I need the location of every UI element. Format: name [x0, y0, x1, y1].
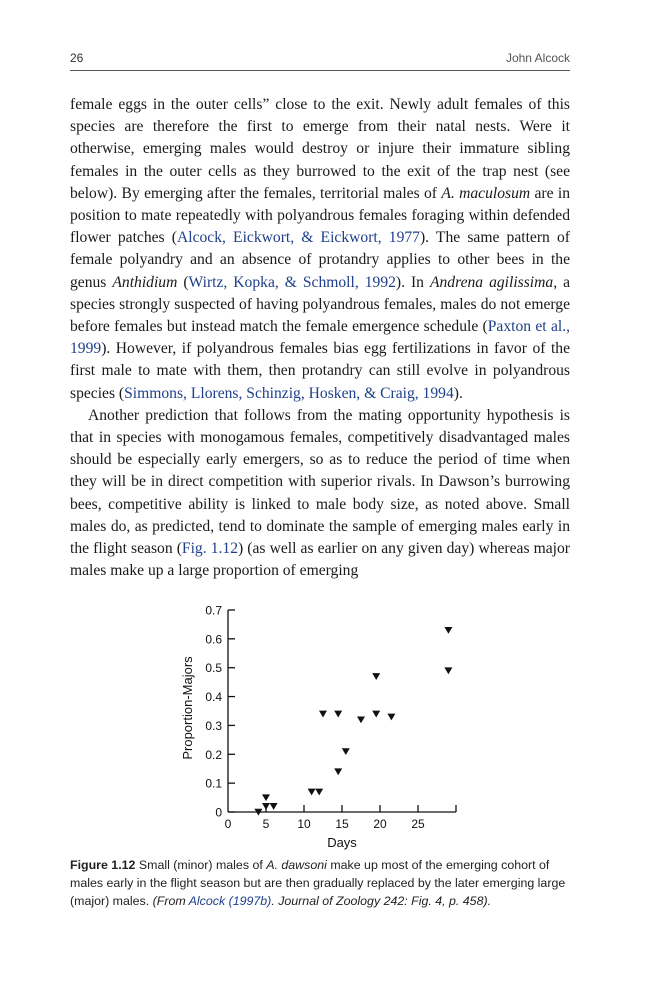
text: ). In [395, 273, 430, 291]
y-tick-label: 0.4 [205, 690, 222, 705]
data-point [308, 789, 316, 796]
data-point [342, 748, 350, 755]
x-axis-label: Days [327, 835, 357, 850]
text: , a species strongly suspected of having polyandrous females, males do not emerge before females but instead match the female emergence schedule ( [70, 273, 571, 336]
text: ). [453, 384, 463, 402]
species-name: A. dawsoni [266, 858, 327, 872]
data-point [270, 803, 278, 810]
figure-caption [70, 856, 570, 910]
y-tick-label: 0.3 [205, 718, 222, 733]
source-text: (From [152, 894, 189, 908]
species-name: A. maculosum [441, 184, 531, 202]
data-point [334, 768, 342, 775]
running-header [70, 50, 570, 71]
x-tick-label: 15 [335, 817, 349, 831]
text: female eggs in the outer cells” close to the exit. Newly adult females of this species are therefore the first to emerge from their natal nests. Were it otherwise, emerging males would destroy or injure their immature sibling females in the outer cells as they burrowed to the exit of the trap nest (see below). By emerging after the females, territorial males of [70, 96, 570, 202]
y-tick-labels [205, 604, 222, 820]
y-axis-label: Proportion-Majors [180, 656, 195, 760]
text: are in position to mate repeatedly with polyandrous females foraging within defended flower patches ( [70, 184, 570, 247]
data-point [334, 711, 342, 718]
species-name: Andrena agilissima [429, 273, 554, 291]
source-text: . Journal of Zoology 242: Fig. 4, p. 458). [271, 894, 492, 908]
text: ( [177, 273, 189, 291]
text: ) (as well as earlier on any given day) whereas major males make up a large proportion of emerging [70, 540, 570, 580]
y-tick-label: 0.6 [205, 632, 222, 647]
paragraph-1 [70, 94, 570, 405]
figure-number: Figure 1.12 [70, 858, 136, 872]
genus-name: Anthidium [112, 273, 178, 291]
x-tick-label: 0 [224, 817, 232, 831]
caption-source [153, 894, 491, 908]
y-tick-label: 0.1 [205, 776, 222, 791]
citation-link[interactable]: Paxton et al., 1999 [70, 318, 570, 358]
figure-1-12 [172, 600, 472, 850]
y-tick-label: 0.2 [205, 747, 222, 762]
data-point [444, 627, 452, 634]
citation-link[interactable]: Simmons, Llorens, Schinzig, Hosken, & Craig, 1994 [124, 384, 454, 402]
scatter-chart [172, 600, 472, 850]
citation-link[interactable]: Alcock (1997b) [188, 894, 272, 908]
data-point [387, 714, 395, 721]
caption-text: make up most of the emerging cohort of males early in the flight season but are then gradually replaced by the later emerging large (major) males. [70, 858, 566, 908]
data-point [262, 794, 270, 801]
x-tick-labels [225, 817, 425, 831]
running-head-author: John Alcock [505, 51, 570, 65]
figure-link[interactable]: Fig. 1.12 [181, 540, 239, 558]
data-point [357, 716, 365, 723]
y-tick-label: 0 [215, 805, 222, 820]
x-tick-label: 10 [297, 817, 311, 831]
text: ). The same pattern of female polyandry and an absence of protandry applies to other bees in the genus [70, 229, 570, 291]
caption-text: Small (minor) males of [135, 858, 267, 872]
y-tick-label: 0.5 [205, 661, 222, 676]
citation-link[interactable]: Wirtz, Kopka, & Schmoll, 1992 [188, 273, 396, 291]
citation-link[interactable]: Alcock, Eickwort, & Eickwort, 1977 [176, 229, 420, 247]
data-point [262, 803, 270, 810]
data-point [372, 711, 380, 718]
x-tick-label: 20 [373, 817, 387, 831]
data-point [315, 789, 323, 796]
x-tick-label: 5 [262, 817, 270, 831]
data-points [254, 627, 452, 816]
x-tick-label: 25 [411, 817, 425, 831]
body-text [70, 94, 570, 582]
data-point [444, 667, 452, 674]
data-point [319, 711, 327, 718]
paragraph-2 [70, 405, 570, 583]
page-number: 26 [70, 51, 84, 65]
data-point [372, 673, 380, 680]
y-tick-label: 0.7 [205, 603, 222, 618]
text: ). However, if polyandrous females bias egg fertilizations in favor of the first male to mate with them, then protandry can still evolve in polyandrous species ( [70, 340, 570, 402]
text: Another prediction that follows from the mating opportunity hypothesis is that in species with monogamous females, competitively disadvantaged males should be especially early emergers, so as to reduce the period of time when they will be in direct competition with superior rivals. In Dawson’s burrowing bees, competitive ability is linked to male body size, as noted above. Small males do, as predicted, tend to dominate the sample of emerging males early in the flight season ( [70, 406, 570, 558]
